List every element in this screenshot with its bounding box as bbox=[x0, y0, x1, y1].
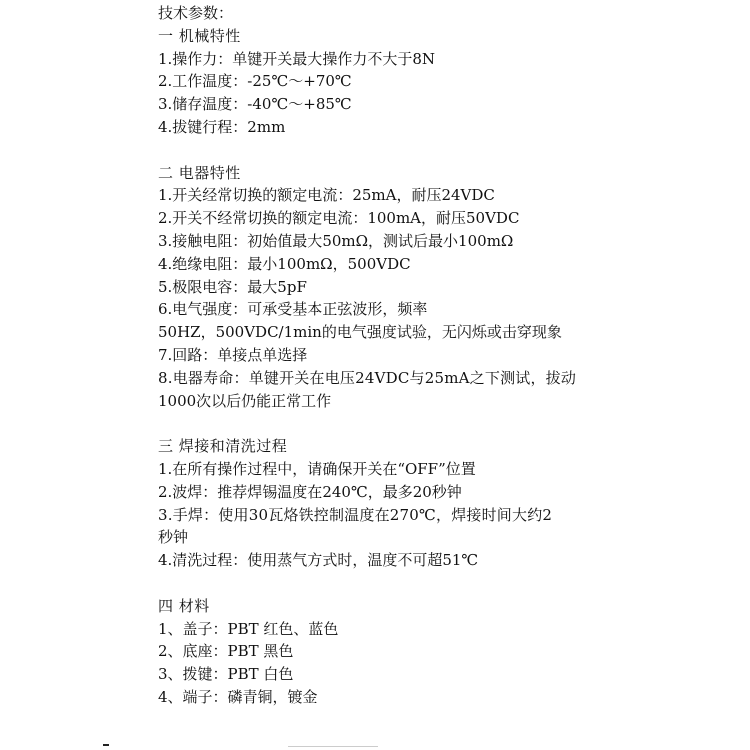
doc-title: 技术参数： bbox=[158, 4, 234, 22]
spec-line: 3.储存温度：-40℃～+85℃ bbox=[158, 95, 352, 114]
spec-line-continued: 秒钟 bbox=[158, 528, 189, 547]
spec-line: 3.手焊：使用30瓦烙铁控制温度在270℃，焊接时间大约2 bbox=[158, 505, 553, 524]
spec-line: 1、盖子：PBT 红色、蓝色 bbox=[158, 619, 339, 638]
spec-line-continued: 1000次以后仍能正常工作 bbox=[158, 391, 332, 410]
spec-line: 4.绝缘电阻：最小100mΩ，500VDC bbox=[158, 254, 411, 273]
spec-line: 3、拨键：PBT 白色 bbox=[158, 665, 294, 684]
spec-line: 1.开关经常切换的额定电流：25mA，耐压24VDC bbox=[158, 186, 495, 205]
spec-line: 4.清洗过程：使用蒸气方式时，温度不可超51℃ bbox=[158, 551, 479, 570]
spec-line: 2.工作温度：-25℃～+70℃ bbox=[158, 72, 352, 91]
spec-line: 8.电器寿命：单键开关在电压24VDC与25mA之下测试，拔动 bbox=[158, 368, 577, 387]
spec-line: 6.电气强度：可承受基本正弦波形，频率 bbox=[158, 300, 428, 319]
section-heading-soldering-cleaning: 三 焊接和清洗过程 bbox=[158, 437, 288, 456]
spec-line: 1.操作力：单键开关最大操作力不大于8N bbox=[158, 49, 435, 68]
section-spacer bbox=[158, 572, 718, 595]
spec-line: 2.开关不经常切换的额定电流：100mA，耐压50VDC bbox=[158, 209, 520, 228]
spec-line: 2、底座：PBT 黑色 bbox=[158, 642, 294, 661]
spec-line: 3.接触电阻：初始值最大50mΩ，测试后最小100mΩ bbox=[158, 231, 514, 250]
section-heading-mechanical: 一 机械特性 bbox=[158, 26, 241, 45]
scan-artifact-line bbox=[288, 746, 378, 747]
section-spacer bbox=[158, 412, 718, 435]
scan-artifact-mark bbox=[103, 744, 109, 746]
spec-line: 2.波焊：推荐焊锡温度在240℃，最多20秒钟 bbox=[158, 482, 462, 501]
spec-line: 4、端子：磷青铜，镀金 bbox=[158, 687, 318, 706]
spec-line: 7.回路：单接点单选择 bbox=[158, 345, 308, 364]
spec-line: 5.极限电容：最大5pF bbox=[158, 277, 307, 296]
spec-line: 4.拔键行程：2mm bbox=[158, 117, 286, 136]
spec-line-continued: 50HZ，500VDC/1min的电气强度试验，无闪烁或击穿现象 bbox=[158, 323, 562, 342]
spec-line: 1.在所有操作过程中，请确保开关在“OFF”位置 bbox=[158, 459, 476, 478]
section-heading-materials: 四 材料 bbox=[158, 596, 210, 615]
spec-document bbox=[158, 2, 718, 709]
section-heading-electrical: 二 电器特性 bbox=[158, 163, 241, 182]
section-spacer bbox=[158, 139, 718, 162]
